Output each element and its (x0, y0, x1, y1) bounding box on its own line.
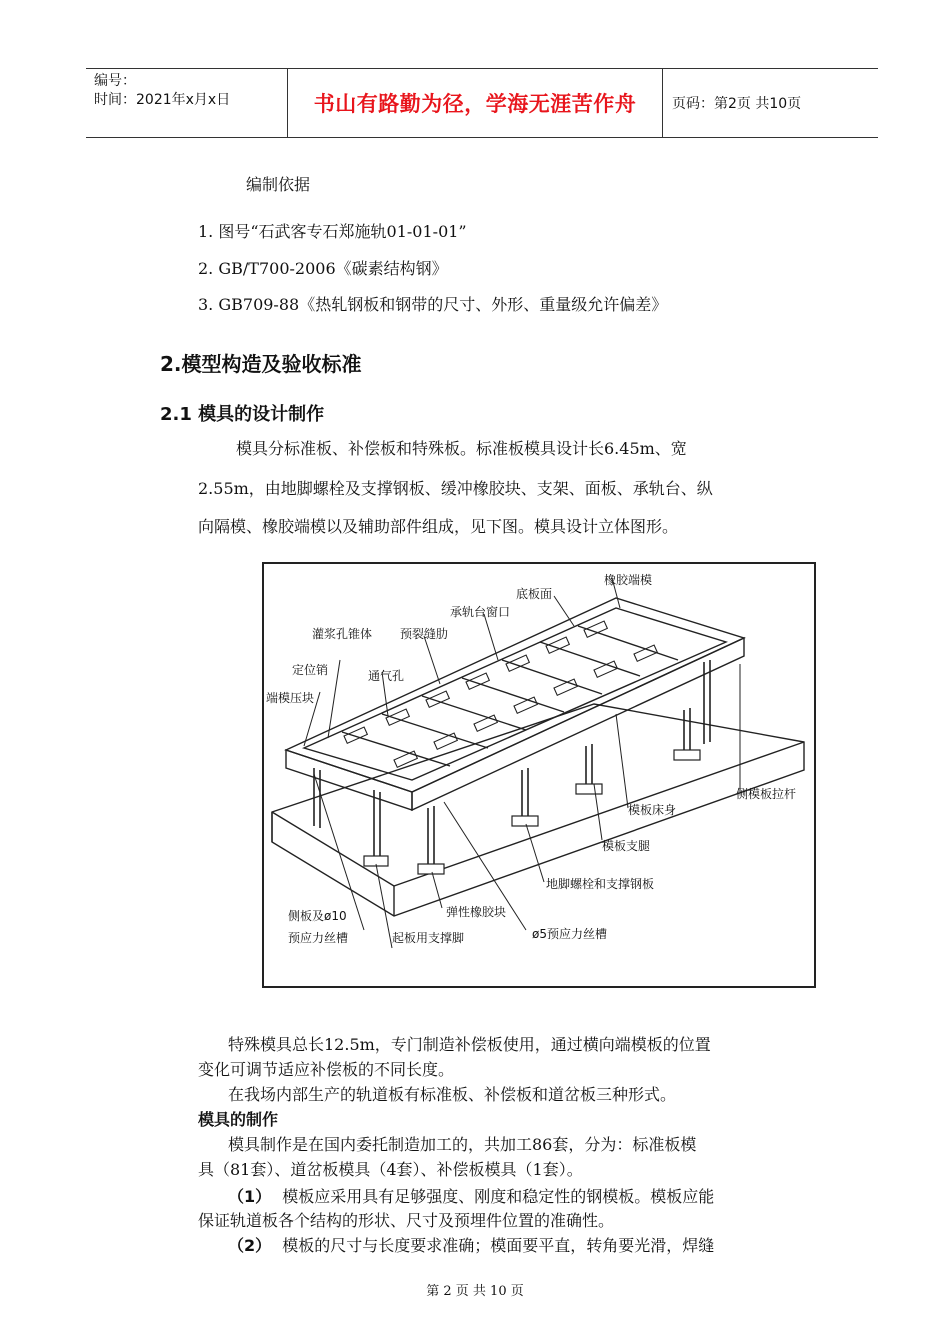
making-line-2: 具（81套）、道岔板模具（4套）、补偿板模具（1套）。 (198, 1160, 583, 1179)
header-page-info: 页码：第2页 共10页 (672, 96, 802, 112)
req-1-line-2: 保证轨道板各个结构的形状、尺寸及预埋件位置的准确性。 (198, 1211, 615, 1230)
label-locating-pin: 定位销 (292, 663, 329, 677)
page-footer: 第 2 页 共 10 页 (426, 1284, 524, 1299)
req-1 (228, 1184, 714, 1207)
mold-diagram-svg (264, 564, 814, 986)
label-rail-window: 承轨台窗口 (450, 605, 511, 619)
req-1-text: 模板应采用具有足够强度、刚度和稳定性的钢模板。模板应能 (282, 1187, 715, 1206)
section-2-1-title: 2.1 模具的设计制作 (160, 404, 325, 425)
label-rubber-end-mold: 橡胶端模 (604, 573, 653, 587)
req-2 (228, 1233, 714, 1256)
label-grout-hole: 灌浆孔锥体 (312, 627, 373, 641)
page-header (86, 68, 878, 138)
label-base-face: 底板面 (516, 587, 553, 601)
label-prestress-groove: ø5预应力丝槽 (532, 927, 607, 941)
basis-title: 编制依据 (246, 175, 311, 194)
label-mold-support: 模板支腿 (602, 839, 651, 853)
special-line-1: 特殊模具总长12.5m，专门制造补偿板使用，通过横向端模板的位置 (228, 1035, 711, 1054)
header-time: 时间：2021年x月x日 (94, 92, 231, 108)
header-number: 编号： (94, 73, 136, 89)
para-line-2: 2.55m，由地脚螺栓及支撑钢板、缓冲橡胶块、支架、面板、承轨台、纵 (198, 479, 713, 498)
label-side-plate-2: 预应力丝槽 (288, 931, 349, 945)
label-precrack-rib: 预裂缝肋 (400, 627, 449, 641)
label-anchor-bolt: 地脚螺栓和支撑钢板 (546, 877, 655, 891)
para-line-3: 向隔模、橡胶端模以及辅助部件组成，见下图。模具设计立体图形。 (198, 517, 679, 536)
req-2-text: 模板的尺寸与长度要求准确；模面要平直，转角要光滑，焊缝 (282, 1236, 715, 1255)
para-line-1: 模具分标准板、补偿板和特殊板。标准板模具设计长6.45m、宽 (236, 439, 687, 458)
label-side-pull-rod: 侧模板拉杆 (736, 787, 797, 801)
header-motto: 书山有路勤为径，学海无涯苦作舟 (287, 69, 663, 137)
label-lift-support: 起板用支撑脚 (392, 931, 465, 945)
label-elastic-rubber: 弹性橡胶块 (446, 905, 507, 919)
section-2-title: 2.模型构造及验收标准 (160, 352, 362, 376)
label-mold-bed: 模板床身 (628, 803, 677, 817)
making-line-1: 模具制作是在国内委托制造加工的，共加工86套，分为：标准板模 (228, 1135, 697, 1154)
forms-line: 在我场内部生产的轨道板有标准板、补偿板和道岔板三种形式。 (228, 1085, 677, 1104)
header-meta (94, 72, 230, 110)
basis-item-2: 2. GB/T700-2006《碳素结构钢》 (198, 259, 448, 278)
req-1-num: （1） (228, 1187, 272, 1206)
label-side-plate-1: 侧板及ø10 (288, 909, 347, 923)
basis-item-3: 3. GB709-88《热轧钢板和钢带的尺寸、外形、重量级允许偏差》 (198, 295, 668, 314)
label-vent-hole: 通气孔 (368, 669, 405, 683)
mold-diagram (262, 562, 816, 988)
req-2-num: （2） (228, 1236, 272, 1255)
basis-item-1: 1. 图号“石武客专石郑施轨01-01-01” (198, 222, 467, 241)
label-end-press-block: 端模压块 (266, 691, 315, 705)
special-line-2: 变化可调节适应补偿板的不同长度。 (198, 1060, 455, 1079)
making-title: 模具的制作 (198, 1110, 279, 1129)
